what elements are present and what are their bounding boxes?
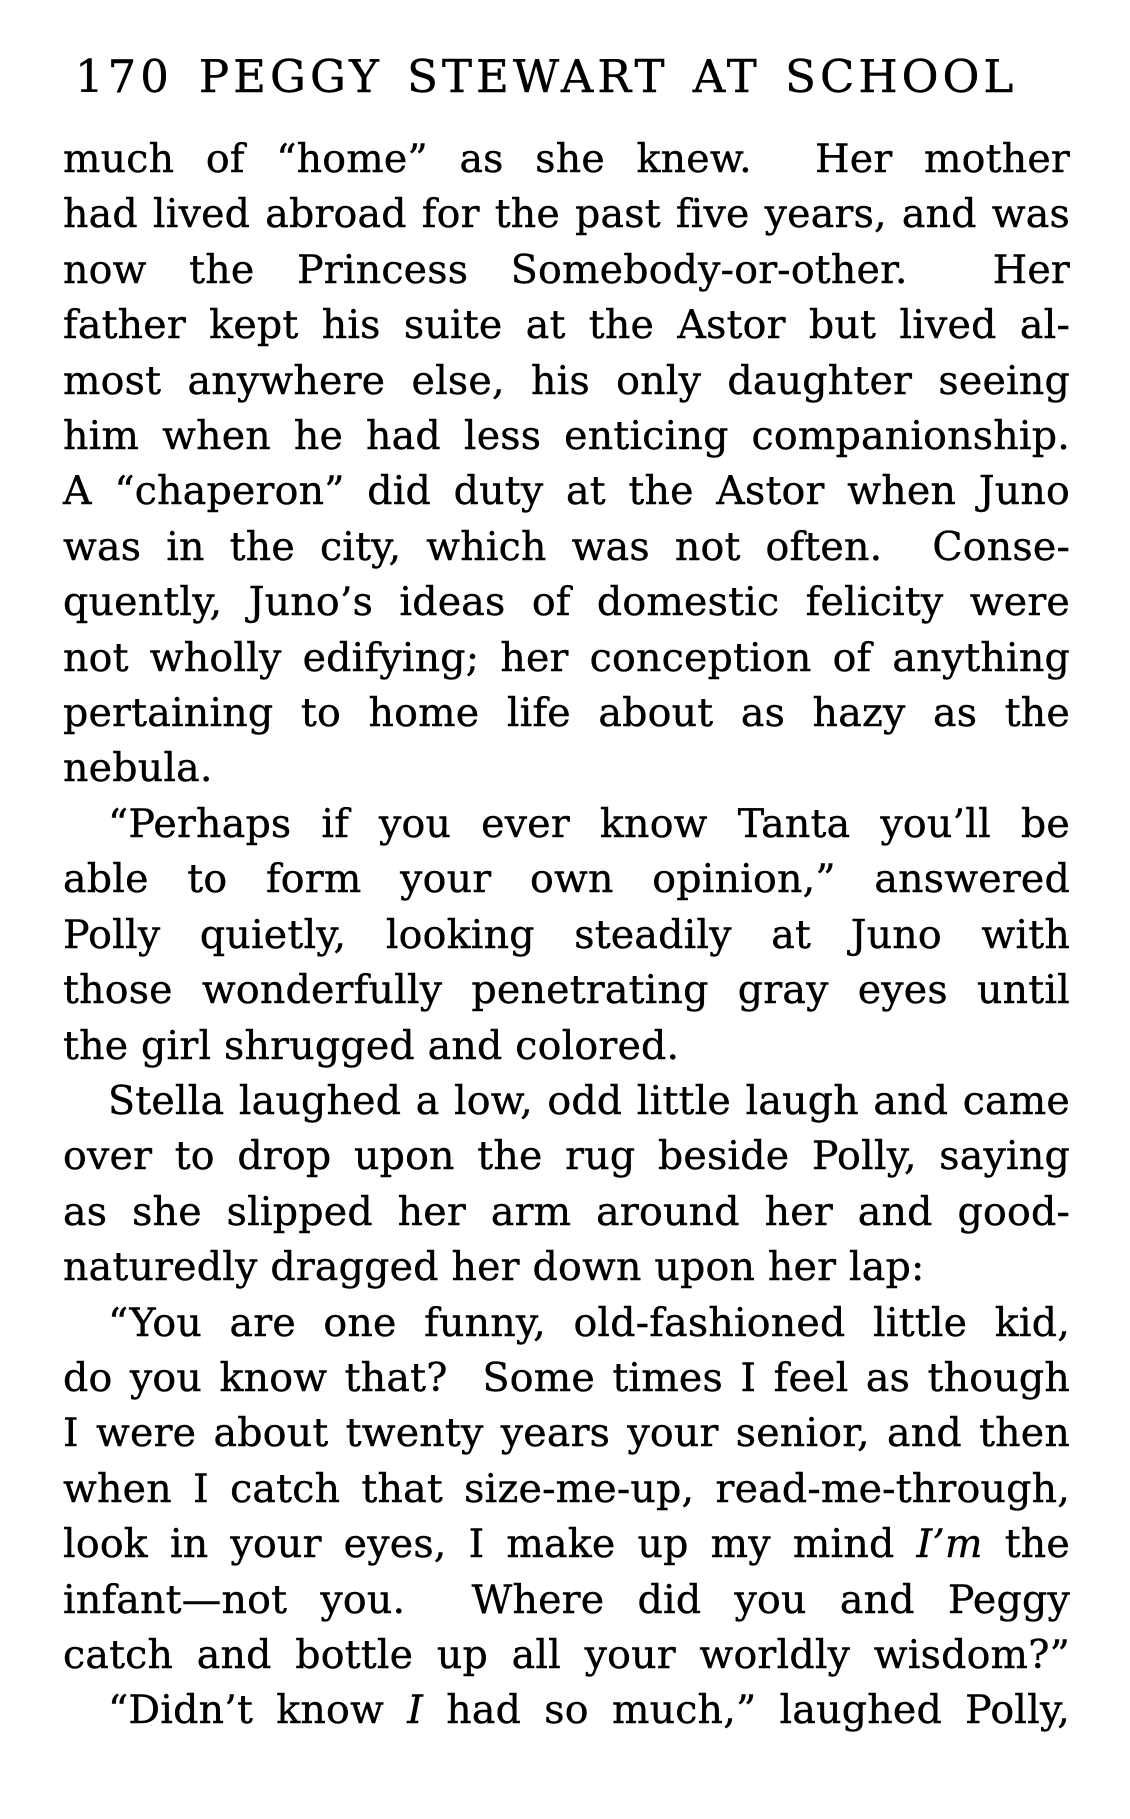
text-line [63, 1406, 1070, 1461]
text-segment: those wonderfully penetrating gray eyes until [63, 967, 1070, 1014]
text-line [63, 1462, 1070, 1517]
text-segment: as she slipped her arm around her and good- [63, 1188, 1070, 1235]
text-segment: father kept his suite at the Astor but lived al- [63, 302, 1070, 349]
text-segment: “You are one funny, old-fashioned little kid, [108, 1299, 1070, 1346]
text-segment: do you know that? Some times I feel as though [63, 1354, 1070, 1401]
running-header [63, 51, 1070, 103]
text-segment: naturedly dragged her down upon her lap: [63, 1244, 925, 1291]
text-segment: able to form your own opinion,” answered [63, 856, 1070, 903]
text-line [63, 1019, 1070, 1074]
text-segment: much of “home” as she knew. Her mother [63, 136, 1070, 182]
text-line [63, 1129, 1070, 1184]
text-line [63, 1240, 1070, 1295]
text-line [63, 1074, 1070, 1129]
text-line [63, 963, 1070, 1018]
text-segment: now the Princess Somebody-or-other. Her [63, 246, 1070, 293]
text-line [63, 797, 1070, 852]
text-segment: most anywhere else, his only daughter seeing [63, 357, 1070, 404]
text-line [63, 1351, 1070, 1406]
text-line [63, 187, 1070, 242]
text-segment: was in the city, which was not often. Conse- [63, 523, 1070, 570]
text-segment: the [982, 1521, 1070, 1568]
text-segment: had lived abroad for the past five years, and was [63, 191, 1070, 238]
text-segment: quently, Juno’s ideas of domestic felicity were [63, 579, 1070, 626]
italic-text: I [407, 1687, 424, 1734]
text-segment: pertaining to home life about as hazy as the [63, 690, 1070, 737]
text-line [63, 1517, 1070, 1572]
text-segment: “Perhaps if you ever know Tanta you’ll be [108, 800, 1070, 847]
text-segment: catch and bottle up all your worldly wisdom?” [63, 1631, 1070, 1678]
text-segment: nebula. [63, 745, 213, 792]
text-segment: him when he had less enticing companionship. [63, 413, 1070, 460]
text-line [63, 1683, 1070, 1738]
text-line [63, 686, 1070, 741]
text-line [63, 464, 1070, 519]
text-line [63, 741, 1070, 796]
text-line [63, 852, 1070, 907]
text-segment: look in your eyes, I make up my mind [63, 1521, 917, 1568]
text-line [63, 1185, 1070, 1240]
text-segment: the girl shrugged and colored. [63, 1022, 680, 1069]
text-segment: “Didn’t know [108, 1687, 408, 1734]
body-text [63, 132, 1070, 1739]
text-segment: when I catch that size-me-up, read-me-through, [63, 1465, 1070, 1512]
text-line [63, 409, 1070, 464]
text-line [63, 243, 1070, 298]
text-line [63, 298, 1070, 353]
text-line [63, 631, 1070, 686]
text-segment: had so much,” laughed Polly, [423, 1687, 1070, 1734]
text-segment: Stella laughed a low, odd little laugh and came [108, 1077, 1070, 1124]
italic-text: I’m [916, 1521, 983, 1568]
text-segment: Polly quietly, looking steadily at Juno with [63, 911, 1070, 958]
text-line [63, 354, 1070, 409]
text-line [63, 908, 1070, 963]
text-line [63, 1573, 1070, 1628]
text-line [63, 1628, 1070, 1683]
text-line [63, 575, 1070, 630]
text-line [63, 520, 1070, 575]
text-line [63, 132, 1070, 187]
text-line [63, 1296, 1070, 1351]
text-segment: over to drop upon the rug beside Polly, saying [63, 1133, 1070, 1180]
text-segment: infant—not you. Where did you and Peggy [63, 1576, 1070, 1623]
text-segment: A “chaperon” did duty at the Astor when Juno [63, 468, 1070, 515]
page-number: 170 [75, 50, 173, 103]
text-segment: not wholly edifying; her conception of anything [63, 634, 1070, 681]
text-segment: I were about twenty years your senior, and then [63, 1410, 1070, 1457]
running-title: PEGGY STEWART AT SCHOOL [198, 50, 1018, 103]
